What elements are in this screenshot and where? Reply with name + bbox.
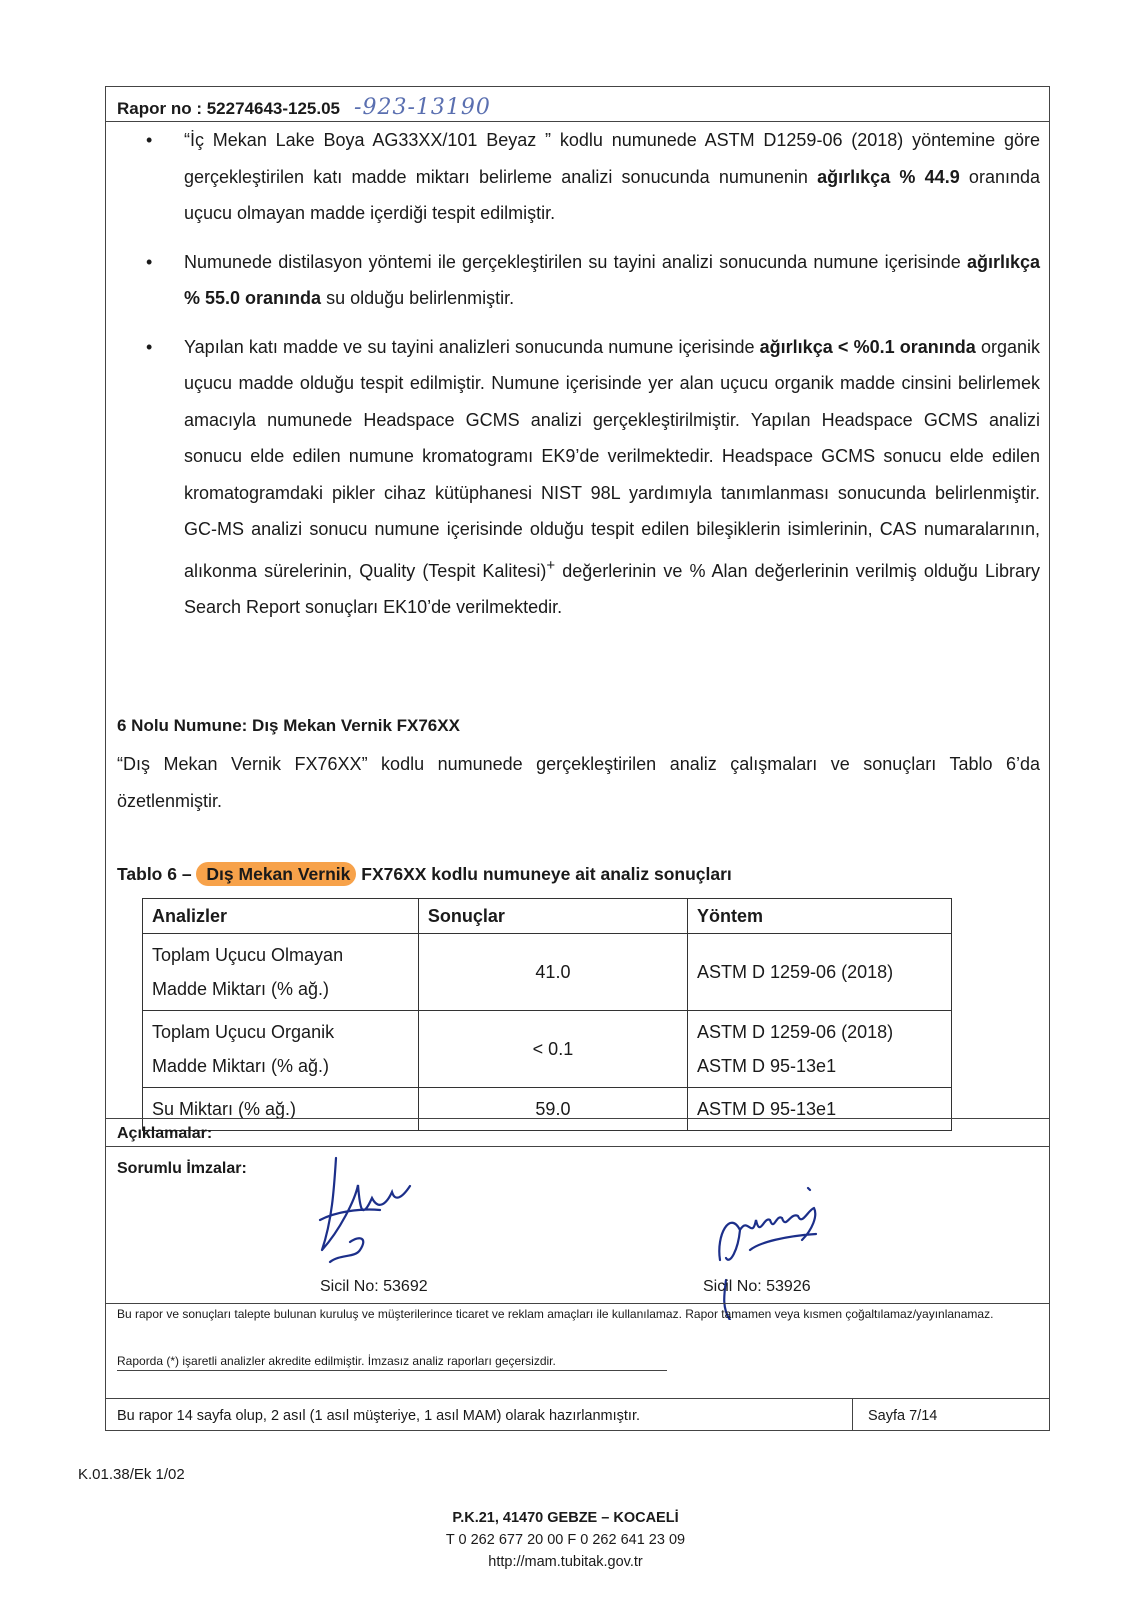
finding-item: • Numunede distilasyon yöntemi ile gerçekleştirilen su tayini analizi sonucunda numune içerisinde ağırlıkça % 55.0 oranında su olduğu belirlenmiştir. bbox=[140, 244, 1040, 317]
signatory-1-registry: Sicil No: 53692 bbox=[320, 1278, 428, 1295]
table-caption-prefix: Tablo 6 – bbox=[117, 864, 197, 884]
analysis-cell: Su Miktarı (% ağ.) bbox=[143, 1088, 419, 1131]
accreditation-note: Raporda (*) işaretli analizler akredite edilmiştir. İmzasız analiz raporları geçersizdir. bbox=[117, 1354, 556, 1368]
header-result: Sonuçlar bbox=[418, 899, 687, 934]
signatures-label: Sorumlu İmzalar: bbox=[117, 1160, 247, 1177]
table-header-row bbox=[143, 899, 952, 934]
usage-notice: Bu rapor ve sonuçları talepte bulunan kuruluş ve müşterilerince ticaret ve reklam amaçları ile kullanılamaz. Rapor tamamen veya kısmen çoğaltılamaz/yayınlanamaz. bbox=[117, 1307, 994, 1321]
page-number: Sayfa 7/14 bbox=[868, 1408, 938, 1424]
result-cell: 59.0 bbox=[418, 1088, 687, 1131]
table-caption-suffix: FX76XX kodlu numuneye ait analiz sonuçları bbox=[356, 864, 732, 884]
result-cell: < 0.1 bbox=[418, 1011, 687, 1088]
finding-item: • “İç Mekan Lake Boya AG33XX/101 Beyaz ” kodlu numunede ASTM D1259-06 (2018) yöntemine göre gerçekleştirilen katı madde miktarı belirleme analizi sonucunda numunenin ağırlıkça % 44.9 oranında uçucu olmayan madde içerdiği tespit edilmiştir. bbox=[140, 122, 1040, 232]
divider bbox=[105, 1398, 1050, 1399]
handwritten-report-number: -923-13190 bbox=[354, 95, 491, 120]
method-cell: ASTM D 1259-06 (2018) bbox=[688, 934, 952, 1011]
copies-note: Bu rapor 14 sayfa olup, 2 asıl (1 asıl müşteriye, 1 asıl MAM) olarak hazırlanmıştır. bbox=[117, 1408, 641, 1424]
website-link[interactable]: http://mam.tubitak.gov.tr bbox=[488, 1554, 643, 1570]
highlighted-sample-name: Dış Mekan Vernik bbox=[196, 862, 356, 886]
results-table bbox=[142, 898, 952, 1131]
divider bbox=[105, 1146, 1050, 1147]
table-caption bbox=[117, 864, 732, 885]
header-analysis: Analizler bbox=[143, 899, 419, 934]
analysis-cell: Toplam Uçucu Organik Madde Miktarı (% ağ.) bbox=[143, 1011, 419, 1088]
page-separator bbox=[852, 1398, 853, 1430]
section-title: 6 Nolu Numune: Dış Mekan Vernik FX76XX bbox=[117, 716, 460, 735]
signature-2 bbox=[690, 1180, 840, 1320]
note-underline bbox=[117, 1370, 667, 1371]
phone-fax: T 0 262 677 20 00 F 0 262 641 23 09 bbox=[445, 1532, 686, 1548]
finding-item: • Yapılan katı madde ve su tayini analizleri sonucunda numune içerisinde ağırlıkça < %0.1 oranında organik uçucu madde olduğu tespit edilmiştir. Numune içerisinde yer alan uçucu organik madde cinsini belirlemek amacıyla numunede Headspace GCMS analizi gerçekleştirilmiştir. Yapılan Headspace GCMS analizi sonucu elde edilen numune kromatogramı EK9’de verilmektedir. Headspace GCMS sonucu elde edilen kromatogramdaki pikler cihaz kütüphanesi NIST 98L yardımıyla tanımlanması sonucunda belirlenmiştir. GC-MS analizi sonucu numune içerisinde olduğu tespit edilen bileşiklerin isimlerinin, CAS numaralarının, alıkonma sürelerinin, Quality (Tespit Kalitesi)+ değerlerinin ve % Alan değerlerinin verilmiş olduğu Library Search Report sonuçları EK10’de verilmektedir. bbox=[140, 329, 1040, 626]
signatory-2-registry: Sicil No: 53926 bbox=[703, 1278, 811, 1295]
divider bbox=[105, 1303, 1050, 1304]
report-number bbox=[117, 95, 491, 120]
signature-1 bbox=[300, 1150, 440, 1280]
table-row bbox=[143, 1011, 952, 1088]
form-code: K.01.38/Ek 1/02 bbox=[78, 1466, 185, 1483]
header-method: Yöntem bbox=[688, 899, 952, 934]
report-number-label: Rapor no : 52274643-125.05 bbox=[117, 99, 341, 118]
divider bbox=[105, 1118, 1050, 1119]
postal-address: P.K.21, 41470 GEBZE – KOCAELİ bbox=[452, 1510, 679, 1526]
table-row bbox=[143, 934, 952, 1011]
result-cell: 41.0 bbox=[418, 934, 687, 1011]
table-row bbox=[143, 1088, 952, 1131]
address-block bbox=[0, 1507, 1131, 1573]
remarks-label: Açıklamalar: bbox=[117, 1125, 213, 1142]
section-text: “Dış Mekan Vernik FX76XX” kodlu numunede gerçekleştirilen analiz çalışmaları ve sonuçları Tablo 6’da özetlenmiştir. bbox=[117, 754, 1040, 811]
method-cell: ASTM D 1259-06 (2018) ASTM D 95-13e1 bbox=[688, 1011, 952, 1088]
analysis-cell: Toplam Uçucu Olmayan Madde Miktarı (% ağ.) bbox=[143, 934, 419, 1011]
findings-list bbox=[140, 122, 1040, 638]
method-cell: ASTM D 95-13e1 bbox=[688, 1088, 952, 1131]
